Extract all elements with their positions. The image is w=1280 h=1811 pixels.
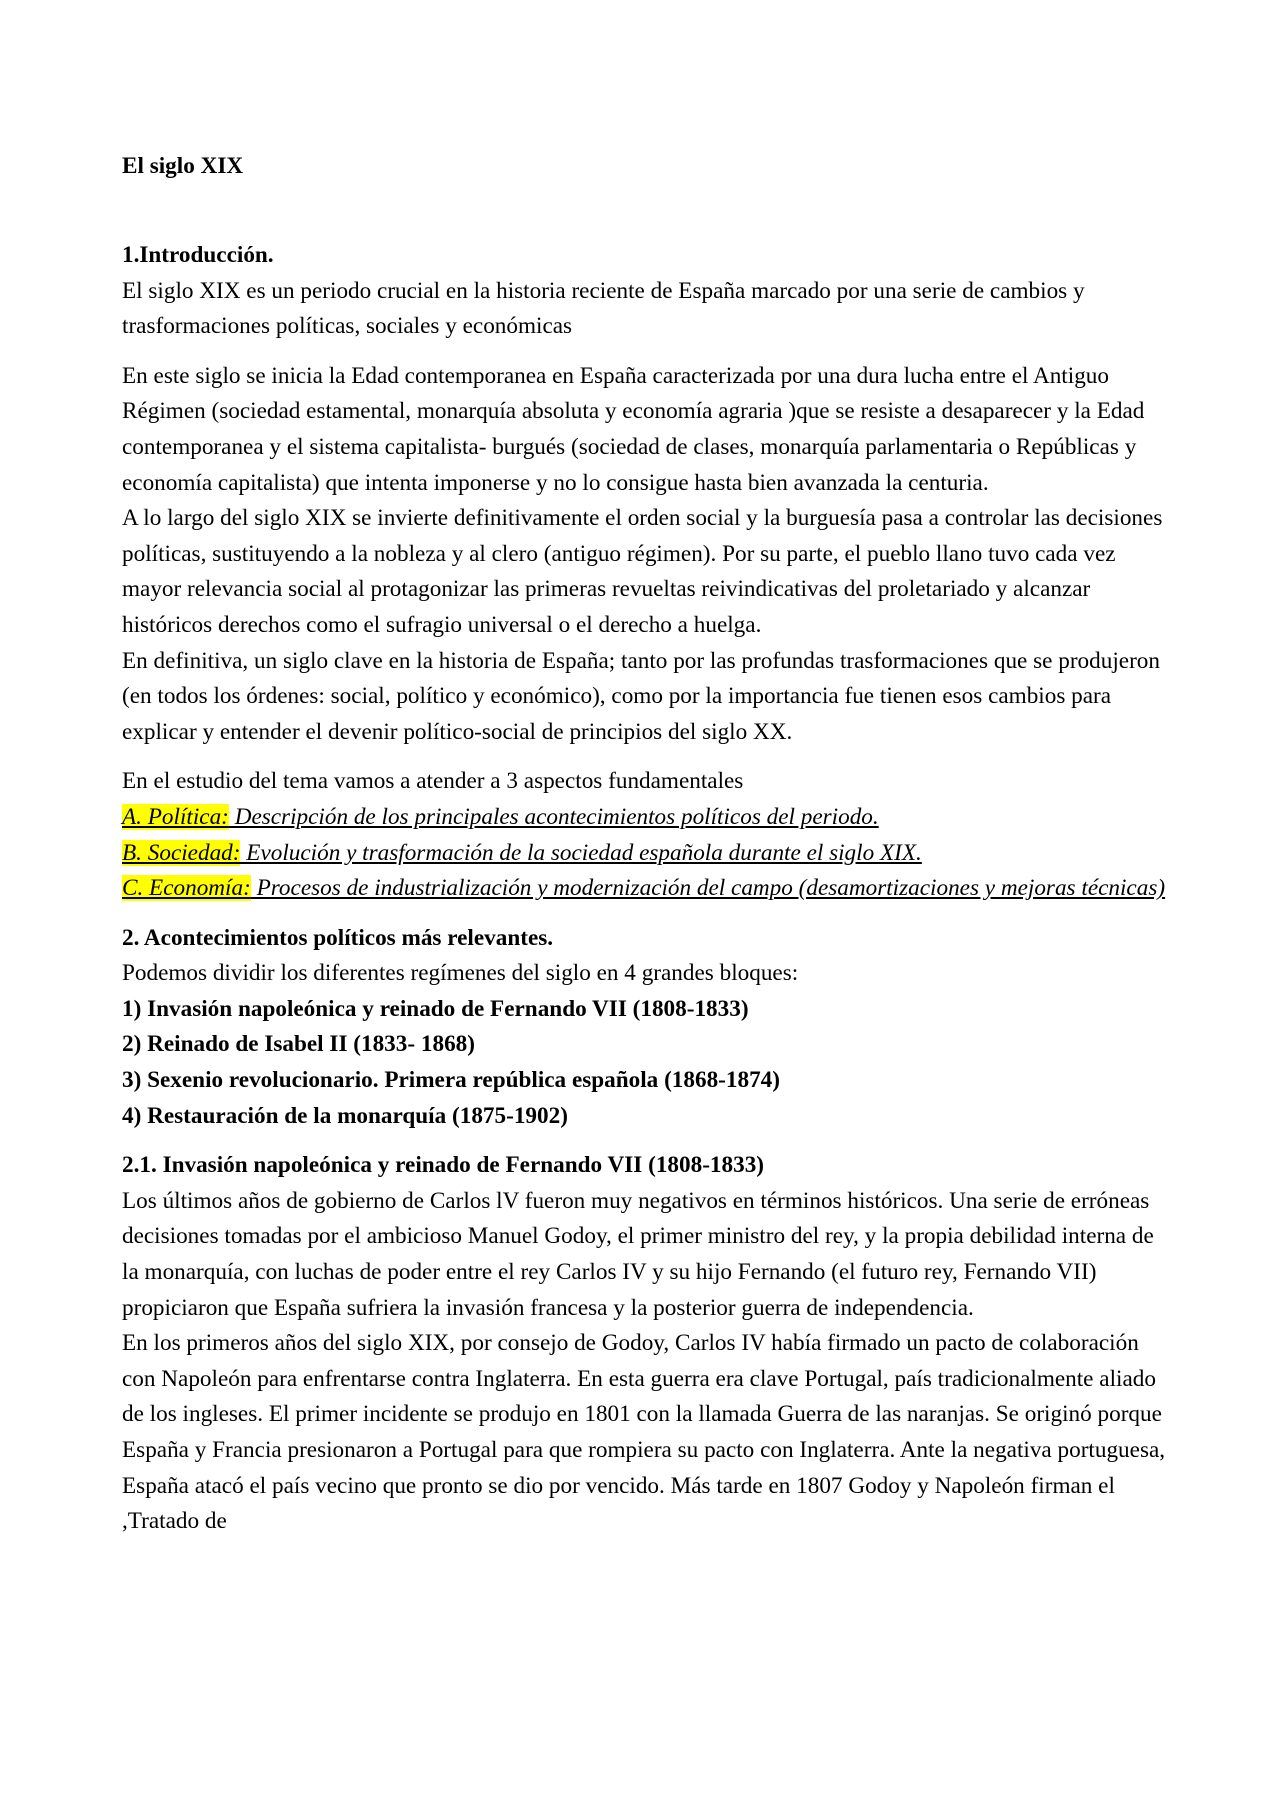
block-item: 4) Restauración de la monarquía (1875-1902)	[122, 1102, 568, 1129]
aspect-text: Procesos de industrialización y modernización del campo (desamortizaciones y mejoras técnicas)	[250, 875, 1166, 902]
aspects-intro: En el estudio del tema vamos a atender a 3 aspectos fundamentales	[122, 768, 744, 795]
section-2-1-paragraph-2: En los primeros años del siglo XIX, por consejo de Godoy, Carlos IV había firmado un pacto de colaboración con Napoleón para enfrentarse contra Inglaterra. En esta guerra era clave Portugal, país tradicionalmente aliado de los ingleses. El primer incidente se produjo en 1801 con la llamada Guerra de las naranjas. Se originó porque España y Francia presionaron a Portugal para que rompiera su pacto con Inglaterra. Ante la negativa portuguesa, España atacó el país vecino que pronto se dio por vencido. Más tarde en 1807 Godoy y Napoleón firman el ,Tratado de	[122, 1330, 1166, 1535]
intro-paragraph-4: En definitiva, un siglo clave en la historia de España; tanto por las profundas trasformaciones que se produjeron (en todos los órdenes: social, político y económico), como por la importancia fue tienen esos cambios para explicar y entender el devenir político-social de principios del siglo XX.	[122, 647, 1160, 745]
section-1-heading: 1.Introducción.	[122, 242, 274, 268]
block-item: 3) Sexenio revolucionario. Primera república española (1868-1874)	[122, 1067, 780, 1094]
section-2-heading: 2. Acontecimientos políticos más relevantes.	[122, 924, 554, 951]
aspect-text: Evolución y trasformación de la sociedad española durante el siglo XIX.	[240, 839, 922, 866]
section-2-1-heading: 2.1. Invasión napoleónica y reinado de Fernando VII (1808-1833)	[122, 1152, 765, 1179]
section-2-intro: Podemos dividir los diferentes regímenes del siglo en 4 grandes bloques:	[122, 960, 799, 987]
section-introduction	[122, 238, 1172, 345]
document-body	[122, 238, 1172, 1540]
section-political-events	[122, 921, 1172, 1135]
aspect-label: C. Economía:	[122, 875, 251, 902]
aspects-list	[122, 764, 1172, 906]
section-napoleonic-invasion	[122, 1148, 1172, 1540]
section-2-1-paragraph-1: Los últimos años de gobierno de Carlos lV fueron muy negativos en términos históricos. Una serie de erróneas decisiones tomadas por el ambicioso Manuel Godoy, el primer ministro del rey, y la propia debilidad interna de la monarquía, con luchas de poder entre el rey Carlos IV y su hijo Fernando (el futuro rey, Fernando VII) propiciaron que España sufriera la invasión francesa y la posterior guerra de independencia.	[122, 1187, 1154, 1321]
aspect-sociedad	[122, 836, 1172, 872]
block-item: 2) Reinado de Isabel II (1833- 1868)	[122, 1031, 475, 1058]
aspect-politica	[122, 800, 1172, 836]
aspect-economia	[122, 871, 1172, 907]
aspect-label: B. Sociedad:	[122, 839, 241, 866]
intro-paragraph-1: El siglo XIX es un periodo crucial en la historia reciente de España marcado por una serie de cambios y trasformaciones políticas, sociales y económicas	[122, 277, 1085, 340]
intro-paragraph-3: A lo largo del siglo XIX se invierte definitivamente el orden social y la burguesía pasa a controlar las decisiones políticas, sustituyendo a la nobleza y al clero (antiguo régimen). Por su parte, el pueblo llano tuvo cada vez mayor relevancia social al protagonizar las primeras revueltas reivindicativas del proletariado y alcanzar históricos derechos como el sufragio universal o el derecho a huelga.	[122, 505, 1163, 638]
aspect-label: A. Política:	[122, 803, 229, 830]
block-item: 1) Invasión napoleónica y reinado de Fernando VII (1808-1833)	[122, 995, 749, 1022]
intro-block-2	[122, 359, 1172, 751]
intro-paragraph-2: En este siglo se inicia la Edad contemporanea en España caracterizada por una dura lucha entre el Antiguo Régimen (sociedad estamental, monarquía absoluta y economía agraria )que se resiste a desaparecer y la Edad contemporanea y el sistema capitalista- burgués (sociedad de clases, monarquía parlamentaria o Repúblicas y economía capitalista) que intenta imponerse y no lo consigue hasta bien avanzada la centuria.	[122, 362, 1145, 496]
document-title: El siglo XIX	[122, 153, 244, 179]
aspect-text: Descripción de los principales acontecimientos políticos del periodo.	[228, 803, 879, 830]
